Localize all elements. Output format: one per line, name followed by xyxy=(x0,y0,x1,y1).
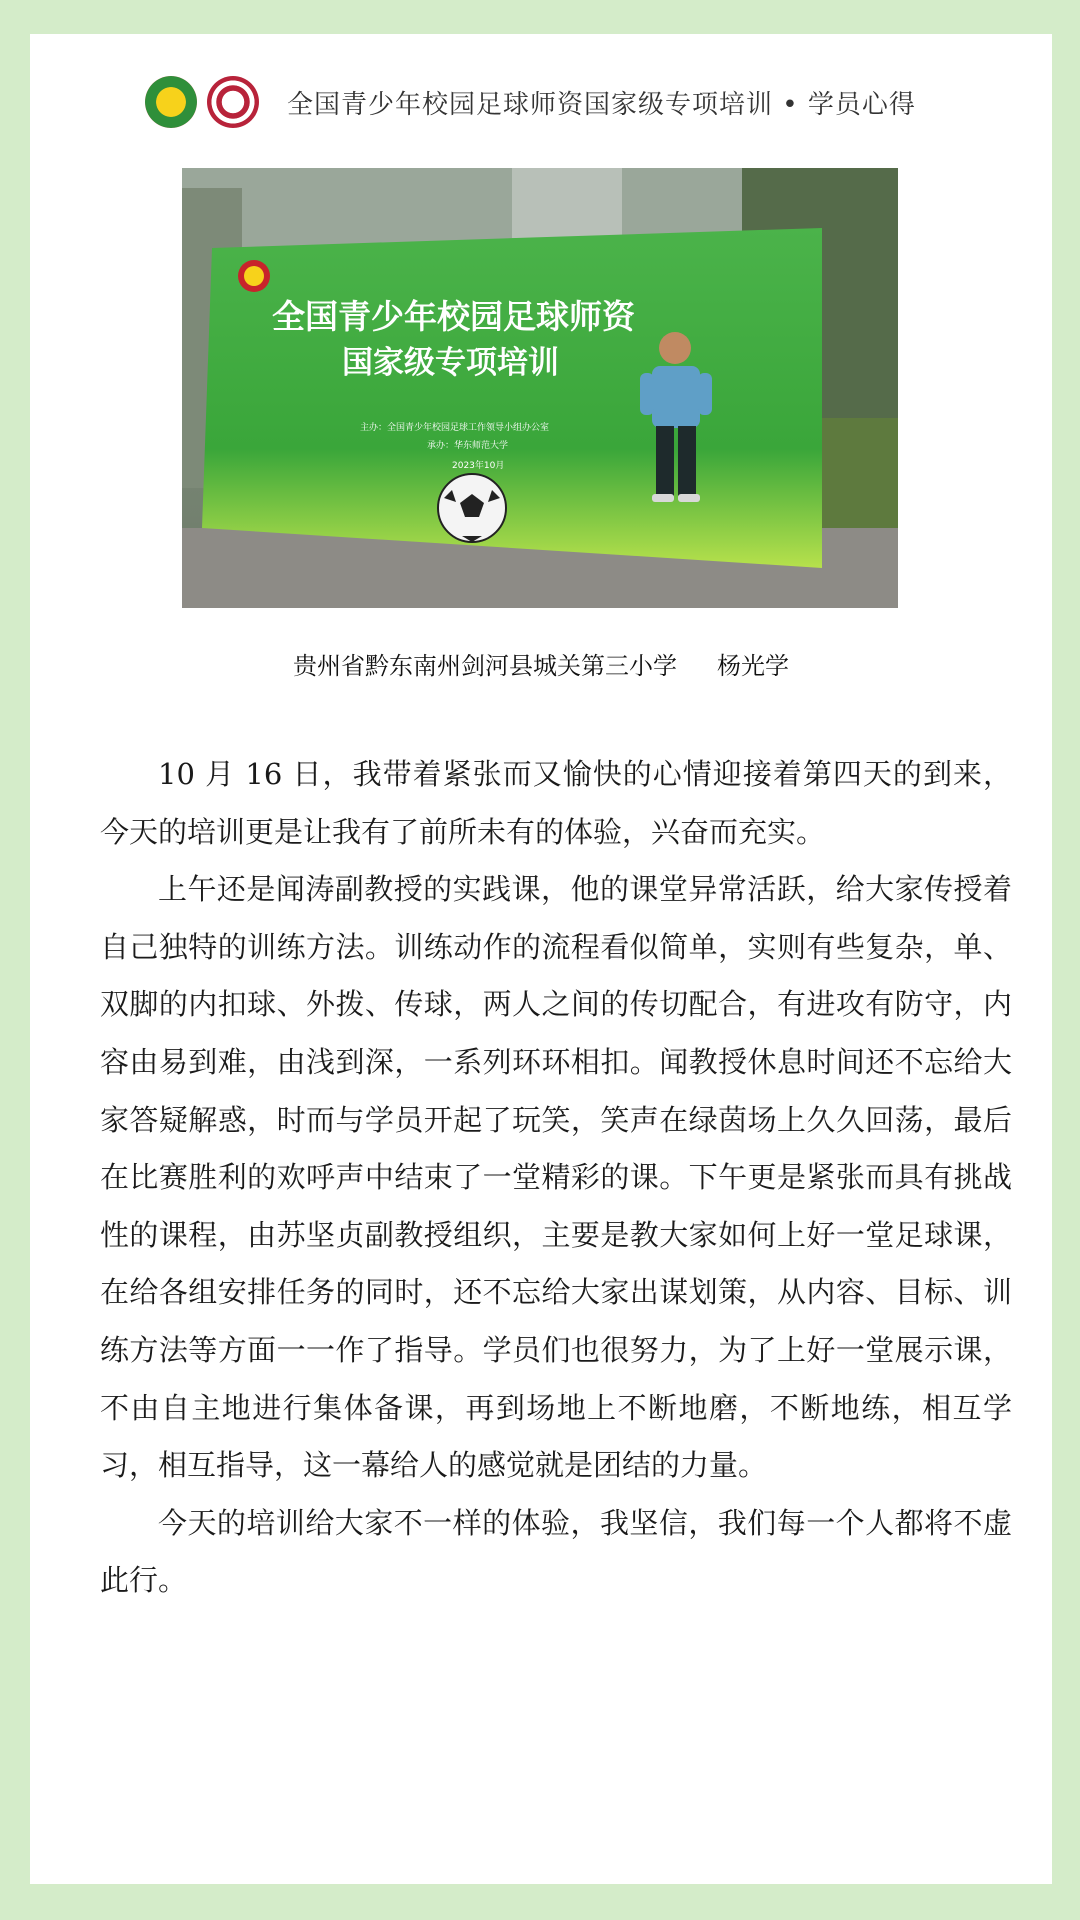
article-paragraph-1: 10 月 16 日，我带着紧张而又愉快的心情迎接着第四天的到来，今天的培训更是让我有了前所未有的体验，兴奋而充实。 xyxy=(100,757,1012,849)
campus-football-logo xyxy=(145,76,197,128)
banner-host: 承办：华东师范大学 xyxy=(427,441,509,451)
header xyxy=(145,72,916,132)
header-title: 全国青少年校园足球师资国家级专项培训 • 学员心得 xyxy=(287,89,916,120)
event-photo xyxy=(182,168,898,608)
football-icon xyxy=(438,474,506,542)
article-paragraph-3: 今天的培训给大家不一样的体验，我坚信，我们每一个人都将不虚此行。 xyxy=(100,1505,1012,1598)
article-card xyxy=(30,34,1052,1884)
banner-title-line2: 国家级专项培训 xyxy=(342,345,559,381)
author-name: 杨光学 xyxy=(717,652,789,680)
banner-organizer: 主办：全国青少年校园足球工作领导小组办公室 xyxy=(360,423,550,433)
article-paragraph-2: 上午还是闻涛副教授的实践课，他的课堂异常活跃，给大家传授着自己独特的训练方法。训练动作的流程看似简单，实则有些复杂，单、双脚的内扣球、外拨、传球，两人之间的传切配合，有进攻有防守，内容由易到难，由浅到深，一系列环环相扣。闻教授休息时间还不忘给大家答疑解惑，时而与学员开起了玩笑，笑声在绿茵场上久久回荡，最后在比赛胜利的欢呼声中结束了一堂精彩的课。下午更是紧张而具有挑战性的课程，由苏坚贞副教授组织，主要是教大家如何上好一堂足球课，在给各组安排任务的同时，还不忘给大家出谋划策，从内容、目标、训练方法等方面一一作了指导。学员们也很努力，为了上好一堂展示课，不由自主地进行集体备课，再到场地上不断地磨，不断地练，相互学习，相互指导，这一幕给人的感觉就是团结的力量。 xyxy=(100,872,1012,1483)
banner-title-line1: 全国青少年校园足球师资 xyxy=(272,297,635,336)
author-caption xyxy=(30,646,1052,681)
article-body xyxy=(100,746,1012,1610)
banner-date: 2023年10月 xyxy=(452,461,505,471)
university-seal-logo xyxy=(207,76,259,128)
event-banner xyxy=(202,228,822,568)
author-school: 贵州省黔东南州剑河县城关第三小学 xyxy=(293,652,677,680)
